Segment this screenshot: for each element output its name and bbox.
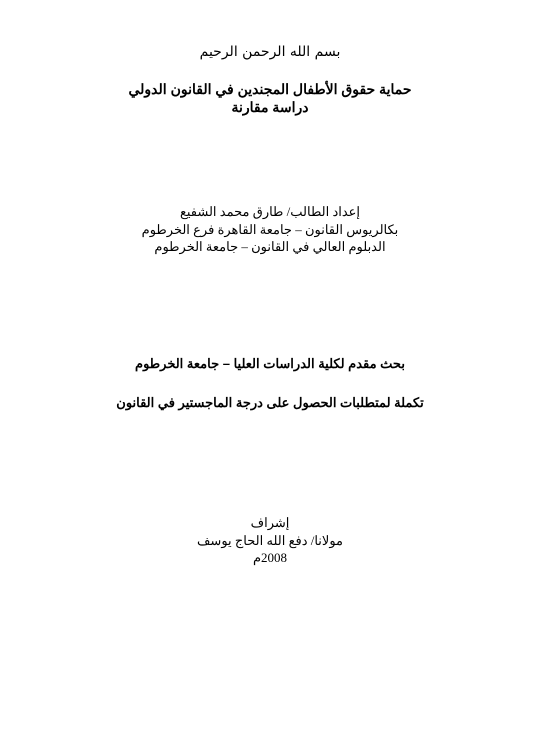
student-name: إعداد الطالب/ طارق محمد الشفيع (179, 204, 361, 219)
degree-purpose: تكملة لمتطلبات الحصول على درجة الماجستير في القانون (116, 395, 424, 410)
thesis-title: حماية حقوق الأطفال المجندين في القانون الدولي (128, 81, 412, 97)
submission-statement: بحث مقدم لكلية الدراسات العليا – جامعة الخرطوم (135, 356, 405, 371)
supervisor-name: مولانا/ دفع الله الحاج يوسف (196, 533, 344, 548)
student-degree-bachelor: بكالريوس القانون – جامعة القاهرة فرع الخرطوم (141, 222, 399, 237)
supervision-label: إشراف (250, 515, 290, 530)
student-degree-diploma: الدبلوم العالي في القانون – جامعة الخرطوم (154, 239, 386, 254)
submission-year: 2008م (252, 550, 288, 565)
basmala: بسم الله الرحمن الرحيم (199, 44, 341, 60)
thesis-subtitle: دراسة مقارنة (231, 99, 309, 115)
